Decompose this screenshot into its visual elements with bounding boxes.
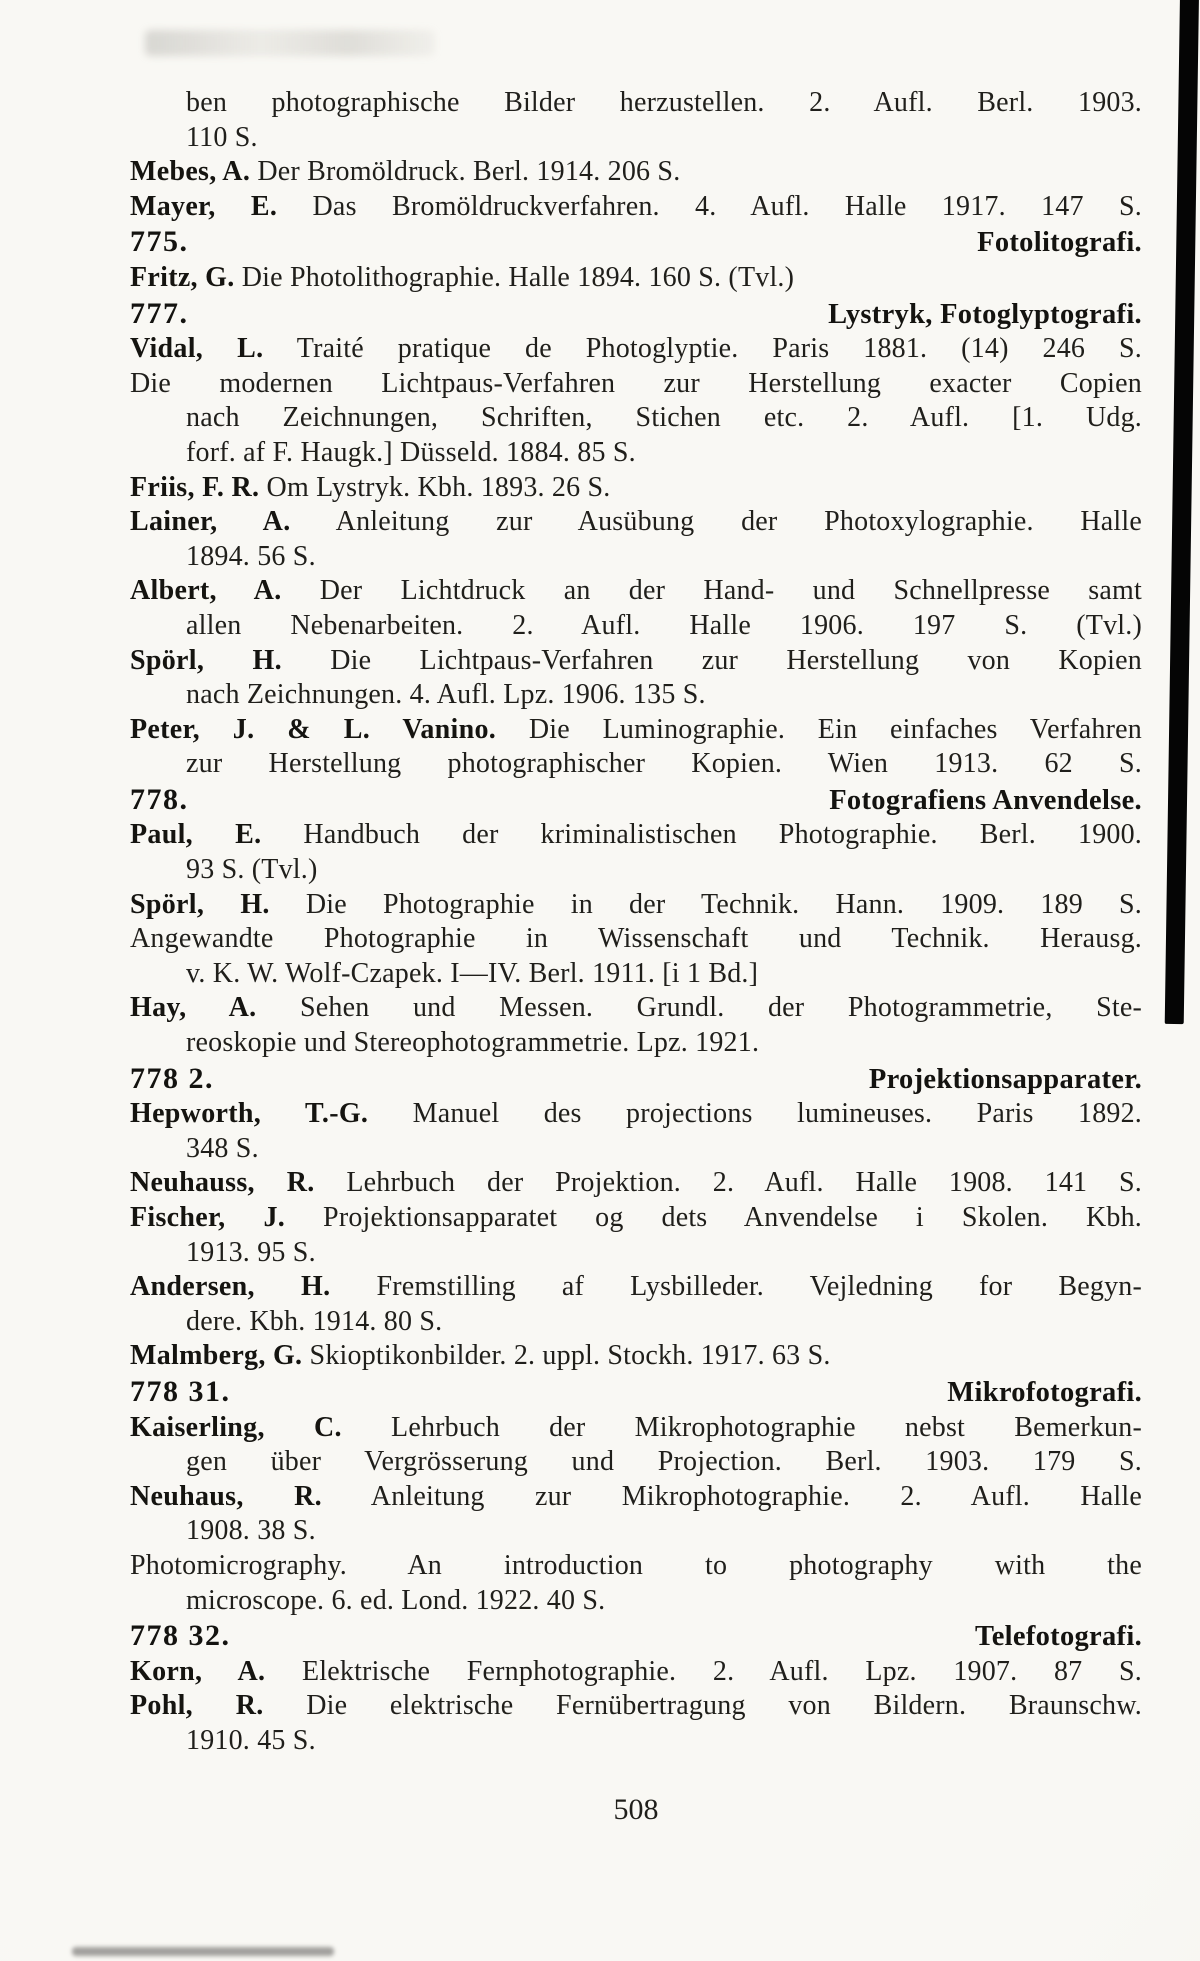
bib-entry-line: Lainer, A. Anleitung zur Ausübung der Photoxylographie. Halle: [130, 506, 1142, 538]
author-name: Fischer, J.: [130, 1202, 286, 1233]
author-name: Korn, A.: [130, 1655, 266, 1687]
author-name: Peter, J. & L. Vanino.: [130, 713, 497, 745]
bib-entry-line: Paul, E. Handbuch der kriminalistischen Photographie. Berl. 1900.: [130, 819, 1142, 851]
author-name: Andersen, H.: [130, 1271, 331, 1303]
bib-text-line: 110 S.: [186, 121, 258, 153]
author-name: Mayer, E.: [130, 190, 278, 222]
bib-text-line: 1913. 95 S.: [186, 1236, 316, 1268]
section-row: [130, 1061, 1142, 1098]
bib-entry-line: Albert, A. Der Lichtdruck an der Hand- und Schnellpresse samt: [130, 575, 1142, 607]
author-name: Albert, A.: [130, 575, 282, 607]
author-name: Friis, F. R.: [130, 471, 260, 503]
scan-edge-bar: [1165, 0, 1199, 1024]
bib-entry-line: Spörl, H. Die Photographie in der Technik. Hann. 1909. 189 S.: [130, 888, 1142, 920]
author-name: Lainer, A.: [130, 506, 291, 538]
scan-artifact-smudge: [72, 1947, 334, 1956]
section-heading: Projektionsapparater.: [868, 1063, 1142, 1095]
bib-entry-line: Malmberg, G. Skioptikonbilder. 2. uppl. Stockh. 1917. 63 S.: [130, 1340, 831, 1372]
bib-text-line: Photomicrography. An introduction to photography with the: [130, 1549, 1142, 1581]
bib-text-line: 1910. 45 S.: [186, 1724, 316, 1756]
bib-text-line: allen Nebenarbeiten. 2. Aufl. Halle 1906. 197 S. (Tvl.): [186, 609, 1142, 641]
author-name: Kaiserling, C.: [130, 1411, 342, 1443]
author-name: Vidal, L.: [130, 333, 264, 365]
bib-entry-line: Peter, J. & L. Vanino. Die Luminographie. Ein einfaches Verfahren: [130, 713, 1142, 745]
bib-entry-line: Neuhaus, R. Anleitung zur Mikrophotographie. 2. Aufl. Halle: [130, 1480, 1142, 1512]
bib-entry-line: Hepworth, T.-G. Manuel des projections lumineuses. Paris 1892.: [130, 1098, 1142, 1130]
bib-text-line: 348 S.: [186, 1132, 259, 1164]
bib-entry-line: Fischer, J. Projektionsapparatet og dets Anvendelse i Skolen. Kbh.: [130, 1202, 1142, 1233]
bib-text-line: Die modernen Lichtpaus-Verfahren zur Herstellung exacter Copien: [130, 367, 1142, 399]
section-number: 778 2.: [130, 1061, 214, 1095]
bib-entry-line: Pohl, R. Die elektrische Fernübertragung von Bildern. Braunschw.: [130, 1690, 1142, 1722]
bib-entry-line: Mayer, E. Das Bromöldruckverfahren. 4. Aufl. Halle 1917. 147 S.: [130, 190, 1142, 222]
bib-text-line: ben photographische Bilder herzustellen. 2. Aufl. Berl. 1903.: [186, 87, 1142, 118]
section-row: [130, 296, 1142, 333]
bib-entry-line: Kaiserling, C. Lehrbuch der Mikrophotographie nebst Bemerkun-: [130, 1411, 1142, 1443]
section-number: 778.: [130, 782, 189, 816]
section-row: [130, 782, 1142, 819]
bib-entry-line: Hay, A. Sehen und Messen. Grundl. der Photogrammetrie, Ste-: [130, 992, 1142, 1024]
bib-entry-line: Korn, A. Elektrische Fernphotographie. 2. Aufl. Lpz. 1907. 87 S.: [130, 1655, 1143, 1687]
bib-entry-line: Mebes, A. Der Bromöldruck. Berl. 1914. 206 S.: [130, 156, 681, 188]
section-number: 777.: [130, 296, 189, 330]
section-heading: Mikrofotografi.: [947, 1376, 1142, 1408]
bib-entry-line: Andersen, H. Fremstilling af Lysbilleder. Vejledning for Begyn-: [130, 1271, 1142, 1303]
bib-text-line: nach Zeichnungen, Schriften, Stichen etc. 2. Aufl. [1. Udg.: [186, 402, 1142, 434]
section-number: 778 32.: [130, 1619, 231, 1653]
section-row: [130, 1618, 1142, 1655]
bibliography-text: [130, 86, 1142, 1759]
section-number: 775.: [130, 225, 189, 259]
bib-text-line: reoskopie und Stereophotogrammetrie. Lpz. 1921.: [186, 1027, 760, 1059]
bib-text-line: 1894. 56 S.: [186, 540, 316, 572]
author-name: Neuhauss, R.: [130, 1167, 315, 1199]
bib-entry-line: Fritz, G. Die Photolithographie. Halle 1894. 160 S. (Tvl.): [130, 261, 795, 293]
bib-entry-line: Neuhauss, R. Lehrbuch der Projektion. 2. Aufl. Halle 1908. 141 S.: [130, 1167, 1142, 1199]
section-number: 778 31.: [130, 1374, 231, 1408]
author-name: Pohl, R.: [130, 1690, 264, 1722]
author-name: Malmberg, G.: [130, 1340, 303, 1372]
bib-entry-line: Spörl, H. Die Lichtpaus-Verfahren zur Herstellung von Kopien: [130, 644, 1142, 676]
bib-entry-line: Vidal, L. Traité pratique de Photoglyptie. Paris 1881. (14) 246 S.: [130, 333, 1142, 365]
author-name: Paul, E.: [130, 819, 262, 851]
bib-text-line: Angewandte Photographie in Wissenschaft und Technik. Herausg.: [130, 923, 1142, 955]
section-row: [130, 1374, 1142, 1411]
section-row: [130, 224, 1142, 261]
bib-text-line: v. K. W. Wolf-Czapek. I—IV. Berl. 1911. [i 1 Bd.]: [186, 957, 759, 989]
bib-text-line: forf. af F. Haugk.] Düsseld. 1884. 85 S.: [186, 436, 636, 468]
author-name: Hepworth, T.-G.: [130, 1098, 369, 1130]
author-name: Mebes, A.: [130, 156, 251, 188]
author-name: Fritz, G.: [130, 261, 235, 293]
author-name: Neuhaus, R.: [130, 1480, 322, 1512]
bib-text-line: microscope. 6. ed. Lond. 1922. 40 S.: [186, 1584, 606, 1616]
author-name: Spörl, H.: [130, 888, 270, 920]
bib-text-line: nach Zeichnungen. 4. Aufl. Lpz. 1906. 135 S.: [186, 679, 706, 711]
author-name: Hay, A.: [130, 992, 257, 1024]
bib-text-line: dere. Kbh. 1914. 80 S.: [186, 1305, 443, 1337]
section-heading: Fotolitografi.: [977, 227, 1142, 259]
section-heading: Lystryk, Fotoglyptografi.: [828, 298, 1142, 330]
ink-bleed-smudge: [145, 30, 435, 56]
page-number: 508: [613, 1793, 659, 1826]
section-heading: Telefotografi.: [975, 1621, 1142, 1653]
author-name: Spörl, H.: [130, 644, 282, 676]
section-heading: Fotografiens Anvendelse.: [829, 784, 1142, 816]
bib-entry-line: Friis, F. R. Om Lystryk. Kbh. 1893. 26 S.: [130, 471, 611, 503]
bib-text-line: 93 S. (Tvl.): [186, 854, 318, 886]
bib-text-line: 1908. 38 S.: [186, 1515, 316, 1547]
bib-text-line: zur Herstellung photographischer Kopien. Wien 1913. 62 S.: [186, 748, 1142, 780]
bib-text-line: gen über Vergrösserung und Projection. Berl. 1903. 179 S.: [186, 1446, 1142, 1478]
